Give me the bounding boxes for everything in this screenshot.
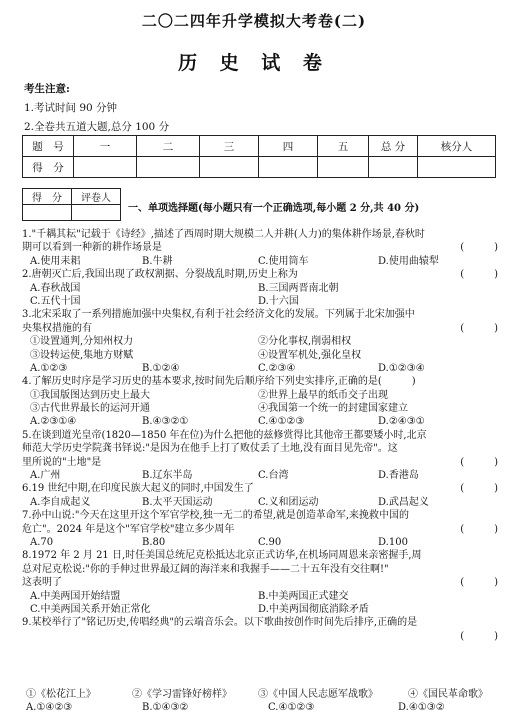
q4-item-2: ②世界上最早的纸币交子出现 — [258, 389, 388, 401]
q5-stem-3: 里所说的"土地"是 — [22, 456, 102, 468]
exam-notes — [24, 80, 169, 137]
q5-option-a: A.广州 — [30, 470, 61, 482]
score-cell: 四 — [259, 136, 318, 157]
q7-option-b: B.80 — [142, 536, 166, 548]
q4-item-4: ④我国第一个统一的封建国家建立 — [258, 403, 408, 415]
note-2: 2.全卷共五道大题,总分 100 分 — [24, 121, 170, 133]
q3-item-1: ①设置通判,分知州权力 — [30, 336, 134, 348]
answer-paren: ( ) — [460, 269, 498, 281]
q3-item-3: ③设转运使,集地方财赋 — [30, 349, 134, 361]
q5-stem-1: 5.在谈到道光皇帝(1820—1850 年在位)为什么把他的兹修赏得比其他帝王都要矮小时,北京 — [22, 429, 427, 441]
q9-option-b: B.①④③② — [142, 702, 189, 714]
q8-option-a: A.中美两国开始结盟 — [30, 590, 121, 602]
answer-paren: ( ) — [460, 483, 498, 495]
q5-option-b: B.辽东半岛 — [142, 470, 193, 482]
q2-option-a: A.春秋战国 — [30, 282, 81, 294]
score-cell: 二 — [137, 136, 200, 157]
q1-stem-2: 期可以看到一种新的耕作场景是 — [22, 242, 162, 254]
q4-stem: 4.了解历史时序是学习历史的基本要求,按时间先后顺序给下列史实排序,正确的是( ) — [22, 376, 416, 388]
q3-item-2: ②分化事权,削弱相权 — [258, 336, 352, 348]
q5-stem-2: 师范大学历史学院龚书铎说:"是因为在他手上打了败仗丢了土地,没有面目见先帝"。这 — [22, 443, 398, 455]
q2-option-b: B.三国两晋南北朝 — [258, 282, 339, 294]
q8-option-d: D.中美两国彻底消除矛盾 — [258, 603, 369, 615]
q6-option-d: D.武昌起义 — [378, 496, 429, 508]
q3-option-a: A.①②③ — [30, 362, 68, 374]
answer-paren: ( ) — [460, 577, 498, 589]
q9-stem: 9.某校举行了"铭记历史,传唱经典"的云端音乐会。以下歌曲按创作时间先后排序,正确的是 — [22, 617, 418, 629]
q3-option-d: D.①②③④ — [378, 362, 425, 374]
answer-paren: ( ) — [460, 456, 498, 468]
q4-item-3: ③古代世界最长的运河开通 — [30, 403, 150, 415]
answer-paren: ( ) — [460, 523, 498, 535]
q9-option-a: A.①④②③ — [26, 702, 73, 714]
answer-paren: ( ) — [460, 322, 498, 334]
score-cell: 核分人 — [418, 136, 496, 157]
q6-option-b: B.太平天国运动 — [142, 496, 213, 508]
q1-option-c: C.使用筒车 — [258, 255, 309, 267]
q3-item-4: ④设置军机处,强化皇权 — [258, 349, 362, 361]
grade-box — [22, 188, 121, 221]
q8-stem-1: 8.1972 年 2 月 21 日,时任美国总统尼克松抵达北京正式访华,在机场同周恩来亲密握手,周 — [22, 550, 422, 562]
q7-option-a: A.70 — [30, 536, 54, 548]
q7-option-c: C.90 — [258, 536, 282, 548]
q3-option-c: C.②③④ — [258, 362, 296, 374]
answer-paren: ( ) — [460, 242, 498, 254]
q7-stem-2: 危亡"。2024 年是这个"军官学校"建立多少周年 — [22, 523, 235, 535]
q6-stem: 6.19 世纪中期,在印度民族大起义的同时,中国发生了 — [22, 483, 254, 495]
q8-option-c: C.中美两国关系开始正常化 — [30, 603, 151, 615]
q3-stem-1: 3.北宋采取了一系列措施加强中央集权,有利于社会经济文化的发展。下列属于北宋加强中 — [22, 309, 415, 321]
note-1: 1.考试时间 90 分钟 — [24, 102, 118, 114]
q6-option-a: A.李自成起义 — [30, 496, 91, 508]
q1-option-b: B.牛耕 — [142, 255, 173, 267]
q9-item-1: ①《松花江上》 — [26, 689, 96, 700]
subject-title: 历 史 试 卷 — [178, 52, 330, 74]
q3-option-b: B.①②④ — [142, 362, 180, 374]
q4-option-a: A.②③①④ — [30, 416, 77, 428]
score-cell: 总 分 — [369, 136, 418, 157]
score-cell: 得 分 — [23, 157, 74, 178]
q2-option-c: C.五代十国 — [30, 295, 81, 307]
q8-option-b: B.中美两国正式建交 — [258, 590, 349, 602]
q1-option-a: A.使用耒耜 — [30, 255, 81, 267]
q7-stem-1: 7.孙中山说:"今天在这里开这个军官学校,独一无二的希望,就是创造革命军,来挽救中国的 — [22, 510, 410, 522]
q4-item-1: ①我国版图达到历史上最大 — [30, 389, 150, 401]
q9-item-3: ③《中国人民志愿军战歌》 — [258, 689, 378, 700]
grade-score-label: 得 分 — [23, 189, 72, 205]
q9-item-2: ②《学习雷锋好榜样》 — [132, 689, 232, 700]
q8-stem-2: 总对尼克松说:"你的手伸过世界最辽阔的海洋来和我握手——二十五年没有交往啊!" — [22, 563, 389, 575]
q1-option-d: D.使用曲辕犁 — [378, 255, 439, 267]
exam-title: 二〇二四年升学模拟大考卷(二) — [141, 12, 367, 30]
q6-option-c: C.义和团运动 — [258, 496, 319, 508]
q4-option-c: C.④①②③ — [258, 416, 305, 428]
q5-option-c: C.台湾 — [258, 470, 289, 482]
q1-stem-1: 1."千耦其耘"记载于《诗经》,描述了西周时期大规模二人并耕(人力)的集体耕作场景,春秋时 — [22, 229, 425, 240]
q5-option-d: D.香港岛 — [378, 470, 419, 482]
score-table — [22, 135, 496, 178]
section-heading: 一、单项选择题(每小题只有一个正确选项,每小题 2 分,共 40 分) — [128, 203, 420, 214]
q2-option-d: D.十六国 — [258, 295, 299, 307]
score-cell: 三 — [200, 136, 259, 157]
score-cell: 一 — [74, 136, 137, 157]
q4-option-d: D.②④③① — [378, 416, 425, 428]
q2-stem: 2.唐朝灭亡后,我国出现了政权割据、分裂战乱时期,历史上称为 — [22, 269, 298, 281]
answer-paren: ( ) — [460, 630, 498, 642]
q9-option-d: D.④①③② — [398, 702, 445, 714]
q8-stem-3: 这表明了 — [22, 577, 62, 589]
q9-option-c: C.④①②③ — [268, 702, 315, 714]
q4-option-b: B.④③②① — [142, 416, 189, 428]
q7-option-d: D.100 — [378, 536, 408, 548]
q9-choices — [22, 688, 500, 715]
score-cell: 五 — [318, 136, 369, 157]
q9-item-4: ④《国民革命歌》 — [408, 689, 488, 700]
questions — [22, 228, 500, 643]
grade-grader-label: 评卷人 — [72, 189, 121, 205]
q3-stem-2: 央集权措施的有 — [22, 322, 92, 334]
score-cell: 题 号 — [23, 136, 74, 157]
notes-heading: 考生注意: — [24, 83, 70, 95]
